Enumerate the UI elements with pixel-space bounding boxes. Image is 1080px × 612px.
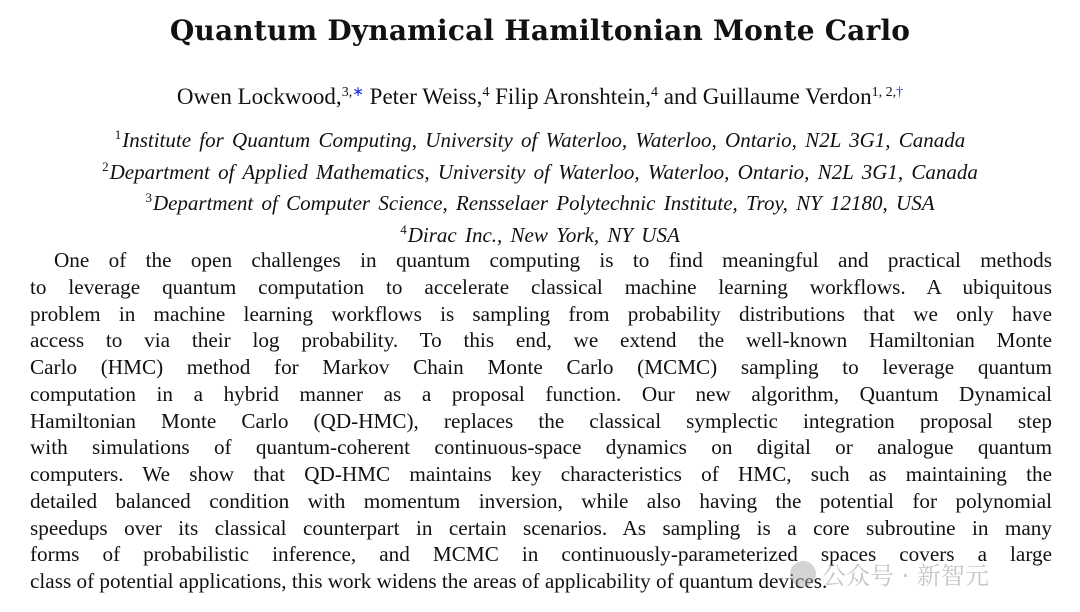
affiliation-4	[0, 217, 1080, 249]
watermark-text: 公众号 · 新智元	[822, 562, 989, 590]
abstract-line: problem in machine learning workflows is sampling from probability distributions that we only have	[30, 301, 1052, 326]
author-list	[0, 84, 1080, 110]
paper-title: Quantum Dynamical Hamiltonian Monte Carlo	[169, 14, 911, 47]
abstract-line: computation in a hybrid manner as a proposal function. Our new algorithm, Quantum Dynamical	[30, 381, 1052, 406]
abstract-line: Hamiltonian Monte Carlo (QD-HMC), replaces the classical symplectic integration proposal step	[30, 408, 1052, 433]
abstract-line: with simulations of quantum-coherent continuous-space dynamics on digital or analogue quantum	[30, 435, 1052, 460]
abstract-line: speedups over its classical counterpart in certain scenarios. As sampling is a core subroutine in many	[30, 515, 1052, 540]
abstract-line: access to via their log probability. To this end, we extend the well-known Hamiltonian Monte	[30, 328, 1052, 353]
affiliation-1	[0, 122, 1080, 154]
affiliation-text: Department of Computer Science, Rensselaer Polytechnic Institute, Troy, NY 12180, USA	[152, 191, 935, 215]
affiliation-text: Dirac Inc., New York, NY USA	[407, 222, 680, 247]
author-mark-link[interactable]: †	[896, 85, 904, 100]
abstract-line: computers. We show that QD-HMC maintains key characteristics of HMC, such as maintaining the	[30, 462, 1052, 486]
affiliation-number: 3	[145, 190, 152, 205]
author-4	[664, 84, 903, 109]
abstract-line: class of potential applications, this work widens the areas of applicability of quantum devices.	[30, 569, 828, 593]
author-name: Owen Lockwood,	[176, 84, 342, 109]
author-sup: 4	[482, 85, 490, 100]
abstract-line: to leverage quantum computation to accelerate classical machine learning workflows. A ubiquitous	[30, 274, 1052, 299]
affiliation-number: 2	[102, 158, 109, 174]
affiliation-text: Institute for Quantum Computing, University of Waterloo, Waterloo, Ontario, N2L 3G1, Canada	[122, 128, 966, 152]
affiliation-list	[0, 122, 1080, 248]
author-sup: 4	[651, 85, 659, 100]
author-mark-link[interactable]: ∗	[352, 85, 364, 100]
affiliation-3	[0, 185, 1080, 217]
abstract-line: One of the open challenges in quantum computing is to find meaningful and practical methods	[54, 248, 1052, 272]
abstract	[30, 247, 1052, 595]
author-1	[177, 84, 364, 109]
affiliation-number: 1	[114, 127, 122, 142]
author-name: and Guillaume Verdon	[663, 84, 872, 109]
author-2	[370, 84, 490, 109]
abstract-line: detailed balanced condition with momentum inversion, while also having the potential for polynomial	[30, 488, 1052, 513]
author-sup: 1, 2,	[871, 85, 897, 100]
author-3	[495, 84, 658, 109]
abstract-line: Carlo (HMC) method for Markov Chain Monte Carlo (MCMC) sampling to leverage quantum	[30, 355, 1052, 379]
author-name: Peter Weiss,	[369, 84, 483, 109]
affiliation-2	[0, 154, 1080, 186]
author-name: Filip Aronshtein,	[495, 84, 652, 109]
affiliation-number: 4	[400, 221, 407, 237]
wechat-icon	[790, 561, 816, 587]
affiliation-text: Department of Applied Mathematics, University of Waterloo, Waterloo, Ontario, N2L 3G1, Canada	[109, 159, 978, 184]
author-sup: 3,	[341, 85, 353, 100]
abstract-line: forms of probabilistic inference, and MCMC in continuously-parameterized spaces covers a large	[30, 542, 1052, 567]
watermark	[790, 556, 989, 591]
